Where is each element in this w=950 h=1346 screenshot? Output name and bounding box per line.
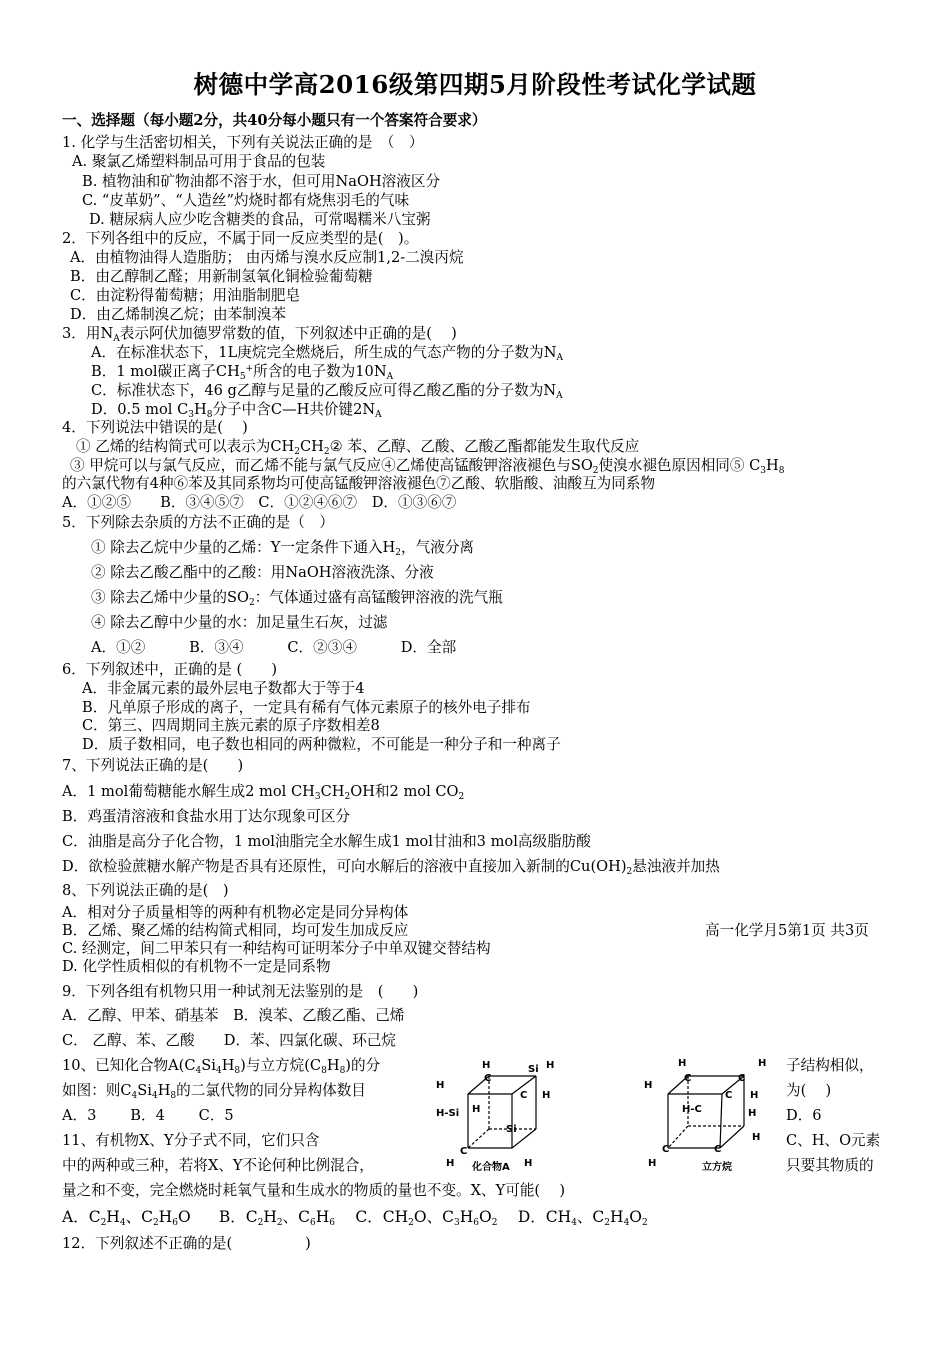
question-10-line-2-right: 为( ) <box>786 1082 832 1099</box>
question-8-option-a: A．相对分子质量相等的两种有机物必定是同分异构体 <box>62 904 409 921</box>
question-6-option-c: C．第三、四周期同主族元素的原子序数相差8 <box>82 717 380 734</box>
fig-a-label: H <box>542 1090 551 1101</box>
question-2-option-d: D．由乙烯制溴乙烷；由苯制溴苯 <box>70 306 287 323</box>
section-heading: 一、选择题（每小题2分，共40分每小题只有一个答案符合要求） <box>62 112 487 129</box>
question-10-option-d: D．6 <box>786 1107 822 1124</box>
question-7-option-a: A．1 mol葡萄糖能水解生成2 mol $CH_3CH_2OH$和2 mol $CO_2$ <box>62 783 465 802</box>
fig-b-label: C <box>662 1144 670 1155</box>
fig-b-caption: 立方烷 <box>702 1162 732 1172</box>
question-2-option-b: B．由乙醇制乙醛；用新制氢氧化铜检验葡萄糖 <box>70 268 373 285</box>
fig-a-label: H <box>546 1060 555 1071</box>
question-1-option-a: A. 聚氯乙烯塑料制品可用于食品的包装 <box>72 153 326 170</box>
question-11-line-1-right: C、H、O元素 <box>786 1132 881 1149</box>
question-5-stem: 5．下列除去杂质的方法不正确的是（ ） <box>62 514 334 531</box>
fig-b-label: C <box>738 1073 746 1084</box>
fig-a-label: C <box>484 1073 492 1084</box>
fig-a-label: Si <box>506 1124 517 1135</box>
fig-b-label: H <box>750 1090 759 1101</box>
question-10-line-1-right: 子结构相似， <box>786 1057 874 1074</box>
fig-a-label: H-Si <box>436 1108 460 1119</box>
question-7-option-d: D．欲检验蔗糖水解产物是否具有还原性，可向水解后的溶液中直接加入新制的$Cu(OH)_2$悬浊液并加热 <box>62 858 720 877</box>
question-11-line-3: 量之和不变，完全燃烧时耗氧气量和生成水的物质的量也不变。X、Y可能( ) <box>62 1182 566 1199</box>
fig-a-label: H <box>472 1104 481 1115</box>
question-3-stem: 3．用$N_A$表示阿伏加德罗常数的值，下列叙述中正确的是( ) <box>62 325 457 344</box>
question-8-option-c: C. 经测定，间二甲苯只有一种结构可证明苯分子中单双键交替结构 <box>62 940 491 957</box>
question-4-stem: 4．下列说法中错误的是( ) <box>62 419 248 436</box>
question-6-stem: 6．下列叙述中，正确的是 ( ) <box>62 661 278 678</box>
question-6-option-b: B．凡单原子形成的离子，一定具有稀有气体元素原子的核外电子排布 <box>82 699 531 716</box>
compound-a-structure-diagram <box>432 1054 562 1172</box>
question-11-line-1: 11、有机物X、Y分子式不同，它们只含 <box>62 1132 320 1149</box>
cubane-structure-diagram <box>640 1054 780 1172</box>
fig-b-label: H <box>752 1132 761 1143</box>
question-9-options-ab: A．乙醇、甲苯、硝基苯 B．溴苯、乙酸乙酯、己烯 <box>62 1007 405 1024</box>
fig-b-label: C <box>725 1090 733 1101</box>
question-7-option-c: C．油脂是高分子化合物，1 mol油脂完全水解生成1 mol甘油和3 mol高级脂肪酸 <box>62 833 591 850</box>
question-11-options: A．$C_2H_4$、$C_2H_6O$ B．$C_2H_2$、$C_6H_6$ C．$CH_2O$、$C_3H_6O_2$ D．$CH_4$、$C_2H_4O_2$ <box>62 1208 648 1228</box>
question-4-statement-line-1: ① 乙烯的结构简式可以表示为$CH_2CH_2②$ 苯、乙醇、乙酸、乙酸乙酯都能发生取代反应 <box>76 438 640 457</box>
fig-a-label: C <box>460 1146 468 1157</box>
question-9-options-cd: C． 乙醇、苯、乙酸 D．苯、四氯化碳、环己烷 <box>62 1032 396 1049</box>
question-1-option-c: C. “皮革奶”、“人造丝”灼烧时都有烧焦羽毛的气味 <box>82 192 410 209</box>
fig-a-caption: 化合物A <box>472 1162 510 1172</box>
question-6-option-a: A．非金属元素的最外层电子数都大于等于4 <box>82 680 365 697</box>
fig-b-label: C <box>714 1144 722 1155</box>
question-1-stem: 1. 化学与生活密切相关，下列有关说法正确的是 （ ） <box>62 134 424 151</box>
fig-a-label: H <box>482 1060 491 1071</box>
fig-b-label: H <box>678 1058 687 1069</box>
page-footer: 高一化学月5第1页 共3页 <box>705 922 869 939</box>
fig-b-label: H <box>758 1058 767 1069</box>
question-10-line-2: 如图：则$C_4Si_4H_8$的二氯代物的同分异构体数目 <box>62 1082 366 1101</box>
question-6-option-d: D．质子数相同，电子数也相同的两种微粒，不可能是一种分子和一种离子 <box>82 736 561 753</box>
question-3-option-c: C．标准状态下，46 g乙醇与足量的乙酸反应可得乙酸乙酯的分子数为$N_A$ <box>91 382 563 401</box>
fig-a-label: H <box>436 1080 445 1091</box>
fig-b-label: H <box>748 1108 757 1119</box>
question-5-item-1: ① 除去乙烷中少量的乙烯：Y一定条件下通入$H_2$，气液分离 <box>91 539 475 558</box>
fig-b-label: H-C <box>682 1104 702 1115</box>
question-4-statement-line-3: 的六氯代物有4种⑥苯及其同系物均可使高锰酸钾溶液褪色⑦乙酸、软脂酸、油酸互为同系物 <box>62 475 656 492</box>
page-title: 树德中学高2016级第四期5月阶段性考试化学试题 <box>193 70 757 99</box>
fig-b-label: C <box>684 1073 692 1084</box>
question-4-statement-line-2: ③ 甲烷可以与氯气反应，而乙烯不能与氯气反应④乙烯使高锰酸钾溶液褪色与$SO_2$使溴水褪色原因相同⑤ $C_3H_8$ <box>70 457 785 476</box>
fig-a-label: H <box>524 1158 533 1169</box>
question-3-option-a: A．在标准状态下，1L庚烷完全燃烧后，所生成的气态产物的分子数为$N_A$ <box>91 344 564 363</box>
question-3-option-b: B．1 mol碳正离子$CH_5^+$所含的电子数为$10N_A$ <box>91 363 394 382</box>
fig-a-label: Si <box>528 1064 539 1075</box>
question-5-item-2: ② 除去乙酸乙酯中的乙酸：用NaOH溶液洗涤、分液 <box>91 564 434 581</box>
question-9-stem: 9．下列各组有机物只用一种试剂无法鉴别的是 ( ) <box>62 983 419 1000</box>
question-1-option-b: B. 植物油和矿物油都不溶于水，但可用NaOH溶液区分 <box>82 173 441 190</box>
question-10-line-1: 10、已知化合物$A(C_4Si_4H_8)$与立方烷$(C_8H_8)$的分 <box>62 1057 381 1076</box>
question-3-option-d: D．0.5 mol $C_3H_8$分子中含C—H共价键$2N_A$ <box>91 401 382 420</box>
fig-b-label: H <box>648 1158 657 1169</box>
question-12-stem: 12．下列叙述不正确的是( ) <box>62 1235 311 1252</box>
question-8-stem: 8、下列说法正确的是( ) <box>62 882 229 899</box>
question-5-item-3: ③ 除去乙烯中少量的$SO_2$：气体通过盛有高锰酸钾溶液的洗气瓶 <box>91 589 503 608</box>
question-2-stem: 2．下列各组中的反应，不属于同一反应类型的是( )。 <box>62 230 419 247</box>
fig-a-label: C <box>520 1090 528 1101</box>
question-7-stem: 7、下列说法正确的是( ) <box>62 757 244 774</box>
question-8-option-b: B．乙烯、聚乙烯的结构简式相同，均可发生加成反应 <box>62 922 409 939</box>
question-5-item-4: ④ 除去乙醇中少量的水：加足量生石灰，过滤 <box>91 614 388 631</box>
question-11-line-2: 中的两种或三种，若将X、Y不论何种比例混合， <box>62 1157 374 1174</box>
question-7-option-b: B．鸡蛋清溶液和食盐水用丁达尔现象可区分 <box>62 808 351 825</box>
question-10-options: A．3 B．4 C．5 <box>62 1107 234 1124</box>
question-8-option-d: D. 化学性质相似的有机物不一定是同系物 <box>62 958 331 975</box>
question-1-option-d: D. 糖尿病人应少吃含糖类的食品，可常喝糯米八宝粥 <box>89 211 431 228</box>
question-4-options: A．①②⑤ B．③④⑤⑦ C．①②④⑥⑦ D．①③⑥⑦ <box>62 494 457 511</box>
fig-a-label: H <box>446 1158 455 1169</box>
question-5-options: A．①② B．③④ C．②③④ D．全部 <box>91 639 457 656</box>
fig-b-label: H <box>644 1080 653 1091</box>
question-11-line-2-right: 只要其物质的 <box>786 1157 874 1174</box>
question-2-option-c: C．由淀粉得葡萄糖；用油脂制肥皂 <box>70 287 301 304</box>
question-2-option-a: A．由植物油得人造脂肪； 由丙烯与溴水反应制1,2-二溴丙烷 <box>70 249 464 266</box>
